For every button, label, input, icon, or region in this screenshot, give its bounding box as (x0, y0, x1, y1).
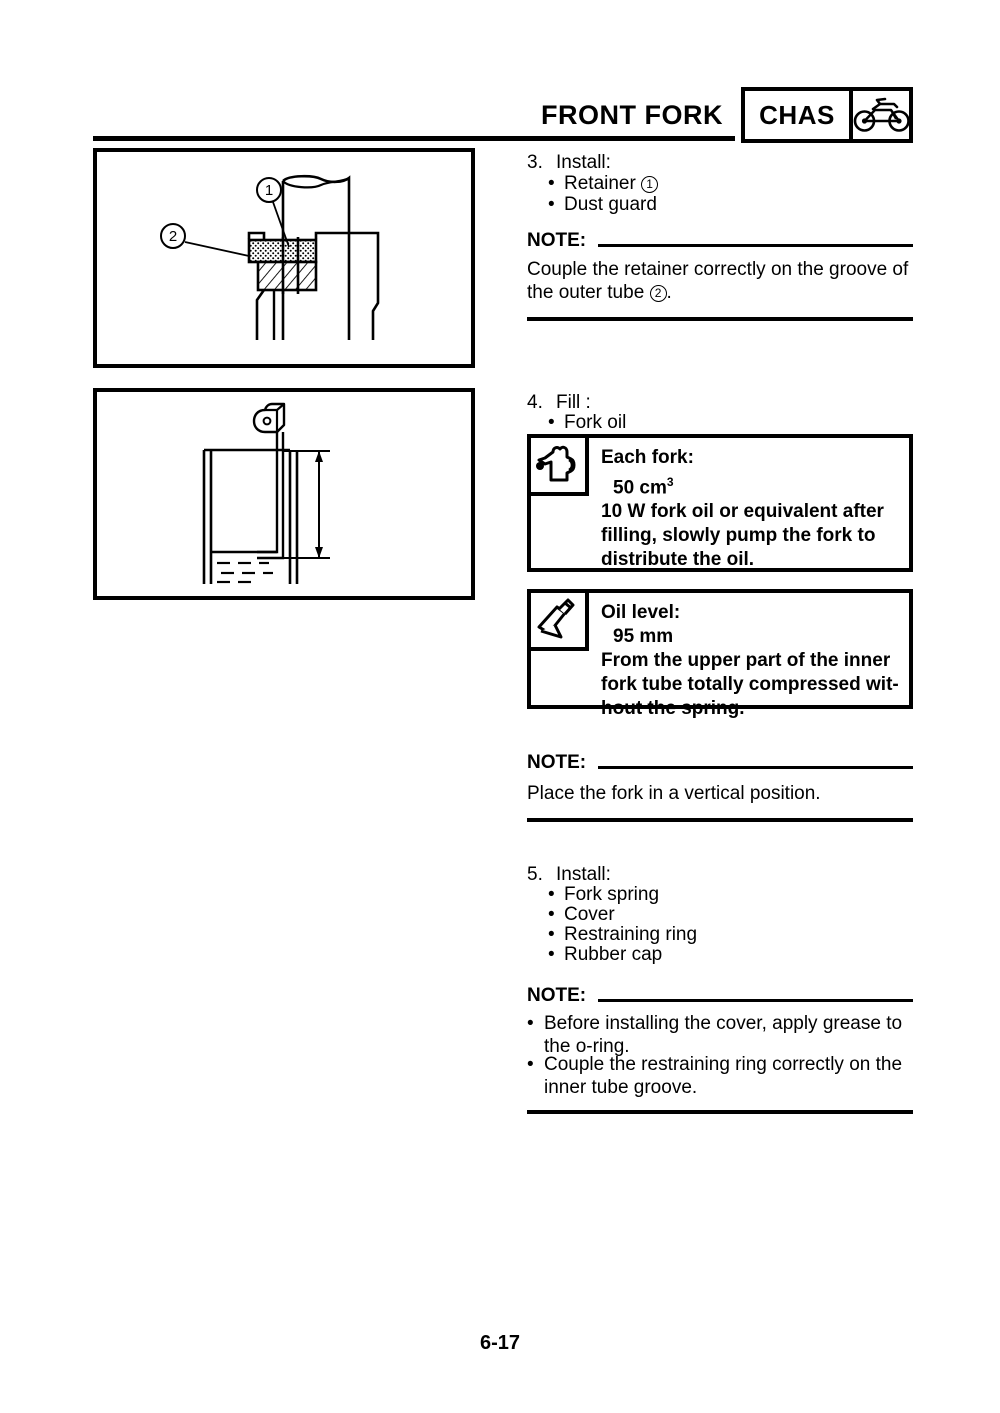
spec-each-fork-value: 50 cm (613, 477, 667, 499)
figure-retainer-dust-guard (93, 148, 475, 368)
step-3-item-0 (564, 173, 658, 195)
note-1-line-1: Couple the retainer correctly on the groove of (527, 259, 909, 280)
note-1-line-2-post: . (666, 282, 672, 303)
svg-text:2: 2 (168, 228, 178, 245)
header-divider (93, 136, 735, 141)
note-3-rule-top (598, 999, 913, 1002)
motorcycle-icon (849, 91, 911, 139)
step-5-item-1: • Cover (564, 904, 615, 926)
spec-oil-level-line-3: From the upper part of the inner (601, 650, 891, 671)
spec-each-fork-line-4: filling, slowly pump the fork to (601, 525, 876, 547)
callout-1: 1 (641, 176, 658, 193)
callout-2: 2 (650, 285, 667, 302)
section-code-label: CHAS (759, 99, 835, 130)
spec-each-fork-text (601, 446, 903, 572)
spec-box-oil-level (527, 589, 913, 719)
note-2-rule-bottom (527, 818, 913, 822)
spec-oil-level-line-4: fork tube totally compressed wit- (601, 674, 899, 695)
step-4-number: 4. (527, 392, 543, 413)
spec-oil-level-line-1: Oil level: (601, 602, 681, 623)
spec-oil-level-text (601, 601, 903, 721)
spec-each-fork-line-1: Each fork: (601, 447, 694, 468)
step-4-item-0: • Fork oil (564, 412, 626, 434)
note-2-rule-top (598, 766, 913, 769)
note-1-line-2 (527, 281, 917, 304)
spec-each-fork-line-2 (601, 470, 903, 500)
note-2-line-1: Place the fork in a vertical position. (527, 783, 821, 804)
note-3-bullet-1: • Couple the restraining ring correctly on the inner tube groove. (527, 1053, 924, 1099)
note-3-rule-bottom (527, 1110, 913, 1114)
step-5-item-0: • Fork spring (564, 884, 659, 906)
note-1-body (527, 258, 917, 304)
step-5-number: 5. (527, 864, 543, 885)
step-3-item-0-label: Retainer (564, 173, 636, 194)
note-2-label: NOTE: (527, 752, 587, 773)
spec-each-fork-line-5: distribute the oil. (601, 549, 755, 571)
step-5-item-3: • Rubber cap (564, 944, 662, 966)
svg-text:1: 1 (264, 182, 274, 199)
measuring-gauge-icon (531, 593, 589, 651)
spec-each-fork-line-3: 10 W fork oil or equivalent after (601, 501, 884, 523)
step-5-item-2: • Restraining ring (564, 924, 697, 946)
note-1-rule-bottom (527, 317, 913, 321)
note-1-label: NOTE: (527, 230, 587, 251)
step-3-number: 3. (527, 152, 543, 173)
step-5-title: Install: (556, 864, 611, 885)
figure-oil-level-gauge (93, 388, 475, 600)
note-2-body (527, 782, 917, 805)
step-3-item-1: • Dust guard (564, 194, 657, 216)
note-3-bullet-0: • Before installing the cover, apply grease to the o-ring. (527, 1012, 924, 1058)
spec-oil-level-line-2: 95 mm (613, 626, 674, 647)
note-3-label: NOTE: (527, 985, 587, 1006)
page-number: 6-17 (479, 1332, 521, 1354)
note-1-line-2-pre: the outer tube (527, 282, 650, 303)
note-1-rule-top (598, 244, 913, 247)
spec-box-each-fork (527, 434, 913, 572)
spec-each-fork-sup: 3 (666, 475, 674, 489)
step-4-title: Fill : (556, 392, 591, 413)
page-title: FRONT FORK (541, 100, 723, 130)
section-badge (741, 87, 913, 143)
oil-can-icon (531, 438, 589, 496)
spec-oil-level-line-5: hout the spring. (601, 698, 745, 719)
step-3-title: Install: (556, 152, 611, 173)
